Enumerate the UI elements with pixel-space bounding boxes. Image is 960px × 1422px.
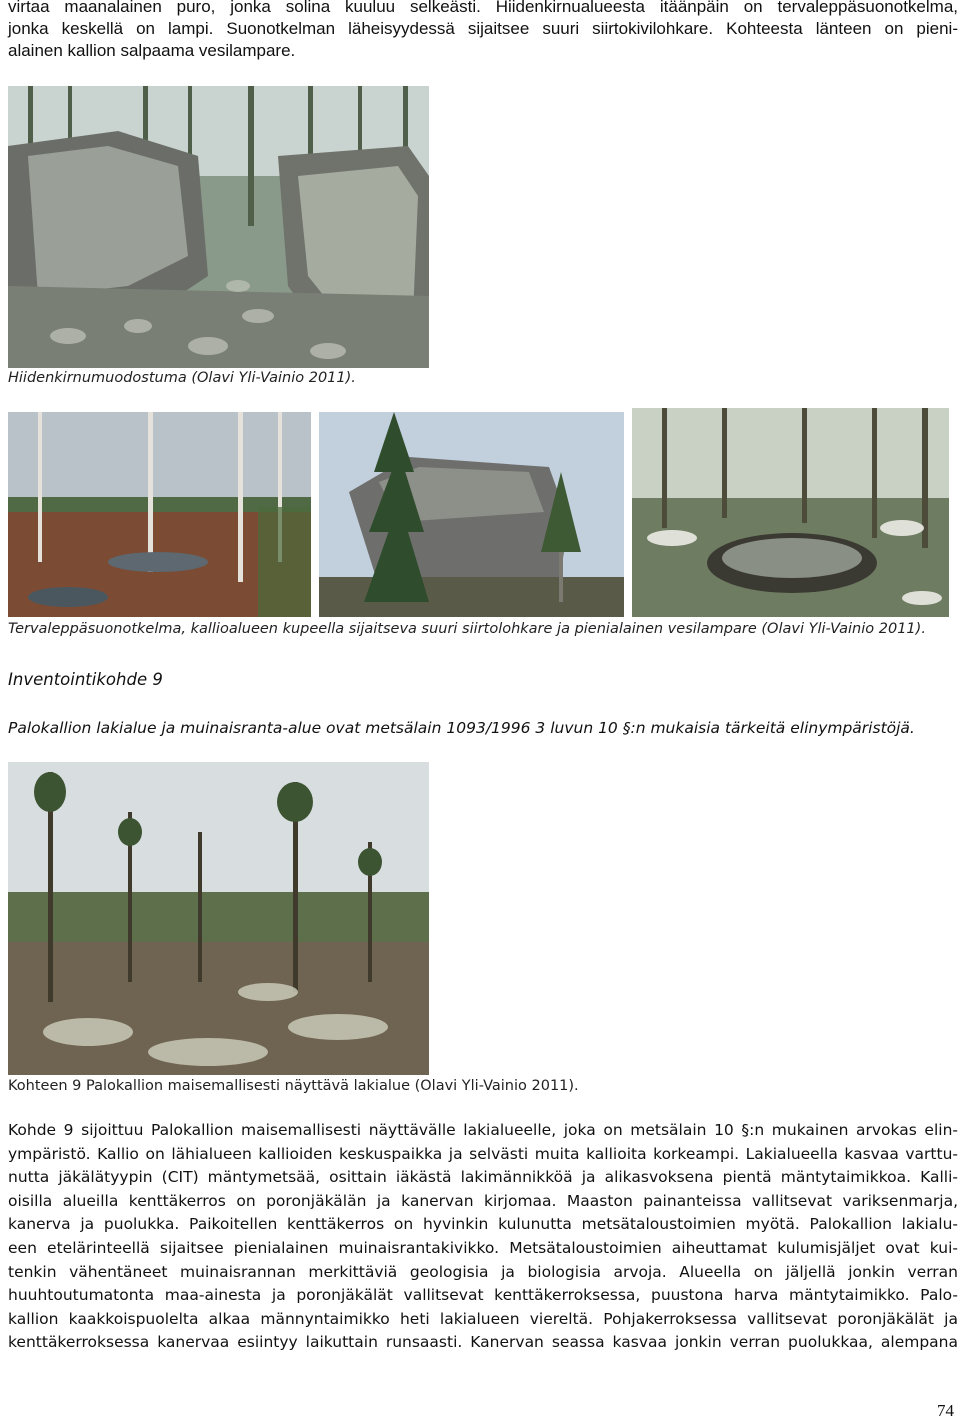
body-line: een etelärinteellä sijaitsee pienialainen muinaisrantakivikko. Metsätaloustoimien aiheuttamat kulumisjäljet ovat kui- xyxy=(8,1238,958,1257)
tervaleppa-photo xyxy=(8,412,311,617)
section-heading: Inventointikohde 9 xyxy=(8,670,163,689)
body-line: kallion kaakkoispuolelta alkaa männyntaimikko heti lakialueen viereltä. Pohjakerroksessa vallitsevat poronjäkälät ja xyxy=(8,1309,958,1328)
palokallio-photo xyxy=(8,762,429,1075)
top-paragraph-line: jonka keskellä on lampi. Suonotkelman läheisyydessä sijaitsee suuri siirtokivilohkare. Kohteesta länteen on pieni- xyxy=(8,19,958,38)
siirtolohkare-photo xyxy=(319,412,624,617)
body-line: Kohde 9 sijoittuu Palokallion maisemallisesti näyttävälle lakialueelle, joka on metsälain 10 §:n mukainen arvokas elin- xyxy=(8,1121,958,1139)
body-line: ympäristö. Kallio on lähialueen kallioiden keskuspaikka ja selvästi muita kallioita korkeampi. Lakialueella kasvaa varttu- xyxy=(8,1144,958,1163)
body-line: kenttäkerroksessa kanervaa esiintyy laikuttain runsaasti. Kanervan seassa kasvaa jonkin verran puolukkaa, alempana xyxy=(8,1333,958,1352)
body-paragraph xyxy=(8,1119,958,1355)
body-line: nutta jäkälätyypin (CIT) mäntymetsää, osittain iäkästä lakimännikköä ja alikasvoksena pientä mäntytaimikkoa. Kalli- xyxy=(8,1168,958,1187)
triptych-caption: Tervaleppäsuonotkelma, kallioalueen kupeella sijaitseva suuri siirtolohkare ja pienialainen vesilampare (Olavi Yli-Vainio 2011). xyxy=(8,621,926,637)
body-line: tenkin vähentäneet muinaisrannan merkittäviä geologisia ja biologisia arvoja. Alueella on jäljellä jonkin verran xyxy=(8,1262,958,1281)
body-line: kanerva ja puolukka. Paikoitellen kenttäkerros on hyvinkin kulunutta metsätaloustoimien myötä. Palokallion lakialu- xyxy=(8,1215,958,1234)
hiidenkirnu-caption: Hiidenkirnumuodostuma (Olavi Yli-Vainio 2011). xyxy=(8,370,356,386)
body-line: huuhtoutumatonta maa-ainesta ja poronjäkälät vallitsevat kenttäkerroksessa, puustona harva mäntytaimikko. Palo- xyxy=(8,1286,958,1305)
top-paragraph xyxy=(8,0,958,62)
page-number: 74 xyxy=(937,1401,954,1420)
body-line: oisilla alueilla kenttäkerros on poronjäkälän ja kanervan kirjomaa. Maaston painanteissa vallitsevat variksenmarja, xyxy=(8,1191,958,1210)
hiidenkirnu-photo xyxy=(8,86,429,368)
top-paragraph-line: virtaa maanalainen puro, jonka solina kuuluu selkeästi. Hiidenkirnualueesta itäänpäin on tervaleppäsuonotkelma, xyxy=(8,0,958,16)
vesilampare-photo xyxy=(632,408,949,617)
top-paragraph-line: alainen kallion salpaama vesilampare. xyxy=(8,41,296,60)
palokallio-caption: Kohteen 9 Palokallion maisemallisesti näyttävä lakialue (Olavi Yli-Vainio 2011). xyxy=(8,1078,579,1094)
section-lead: Palokallion lakialue ja muinaisranta-alue ovat metsälain 1093/1996 3 luvun 10 §:n mukaisia tärkeitä elinympäristöjä. xyxy=(8,719,915,737)
